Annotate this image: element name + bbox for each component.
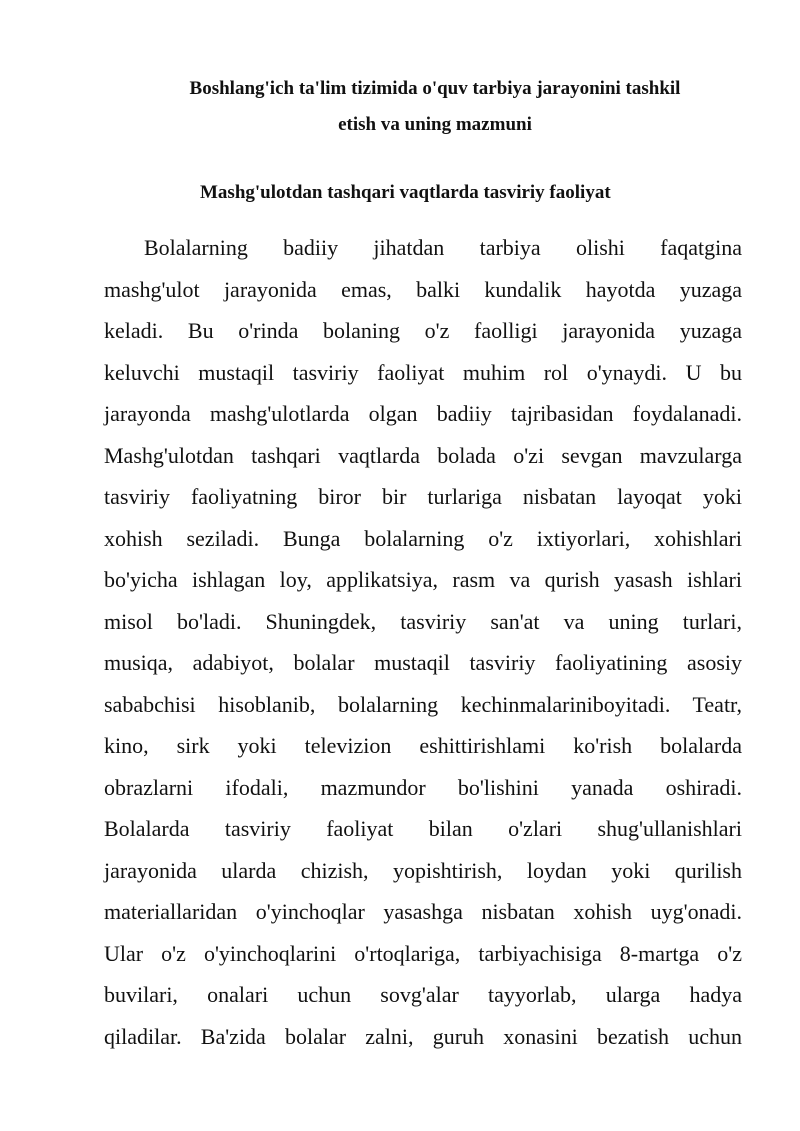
paragraph-line: qiladilar. Ba'zida bolalar zalni, guruh xonasini bezatish uchun [104,1023,742,1049]
paragraph-line: bo'yicha ishlagan loy, applikatsiya, rasm va qurish yasash ishlari [104,567,742,592]
paragraph-line: mashg'ulot jarayonida emas, balki kundalik hayotda yuzaga [104,276,742,302]
paragraph-line: musiqa, adabiyot, bolalar mustaqil tasviriy faoliyatining asosiy [104,650,742,675]
paragraph-line: kino, sirk yoki televizion eshittirishlami ko'rish bolalarda [104,733,742,758]
paragraph-line: keluvchi mustaqil tasviriy faoliyat muhim rol o'ynaydi. U bu [104,359,742,385]
paragraph-line: materiallaridan o'yinchoqlar yasashga nisbatan xohish uyg'onadi. [104,899,742,924]
paragraph-line: tasviriy faoliyatning biror bir turlariga nisbatan layoqat yoki [104,484,742,509]
document-title-line-2: etish va uning mazmuni [338,114,532,135]
paragraph-line: keladi. Bu o'rinda bolaning o'z faolligi jarayonida yuzaga [104,318,742,343]
body-paragraph [104,227,742,1057]
paragraph-line: obrazlarni ifodali, mazmundor bo'lishini yanada oshiradi. [104,774,742,800]
paragraph-line: xohish seziladi. Bunga bolalarning o'z ixtiyorlari, xohishlari [104,525,742,551]
document-title-line-1: Boshlang'ich ta'lim tizimida o'quv tarbiya jarayonini tashkil [189,78,681,99]
paragraph-line: misol bo'ladi. Shuningdek, tasviriy san'at va uning turlari, [104,608,742,634]
paragraph-line: jarayonda mashg'ulotlarda olgan badiiy tajribasidan foydalanadi. [104,401,742,426]
section-subtitle: Mashg'ulotdan tashqari vaqtlarda tasviriy faoliyat [200,182,611,203]
paragraph-line: Bolalarning badiiy jihatdan tarbiya olishi faqatgina [144,235,742,260]
paragraph-line: Bolalarda tasviriy faoliyat bilan o'zlari shug'ullanishlari [104,816,742,841]
paragraph-line: buvilari, onalari uchun sovg'alar tayyorlab, ularga hadya [104,982,742,1007]
paragraph-line: jarayonida ularda chizish, yopishtirish, loydan yoki qurilish [104,857,742,883]
paragraph-line: Ular o'z o'yinchoqlarini o'rtoqlariga, tarbiyachisiga 8-martga o'z [104,940,742,966]
paragraph-line: sababchisi hisoblanib, bolalarning kechinmalariniboyitadi. Teatr, [104,691,742,717]
paragraph-line: Mashg'ulotdan tashqari vaqtlarda bolada o'zi sevgan mavzularga [104,442,742,468]
